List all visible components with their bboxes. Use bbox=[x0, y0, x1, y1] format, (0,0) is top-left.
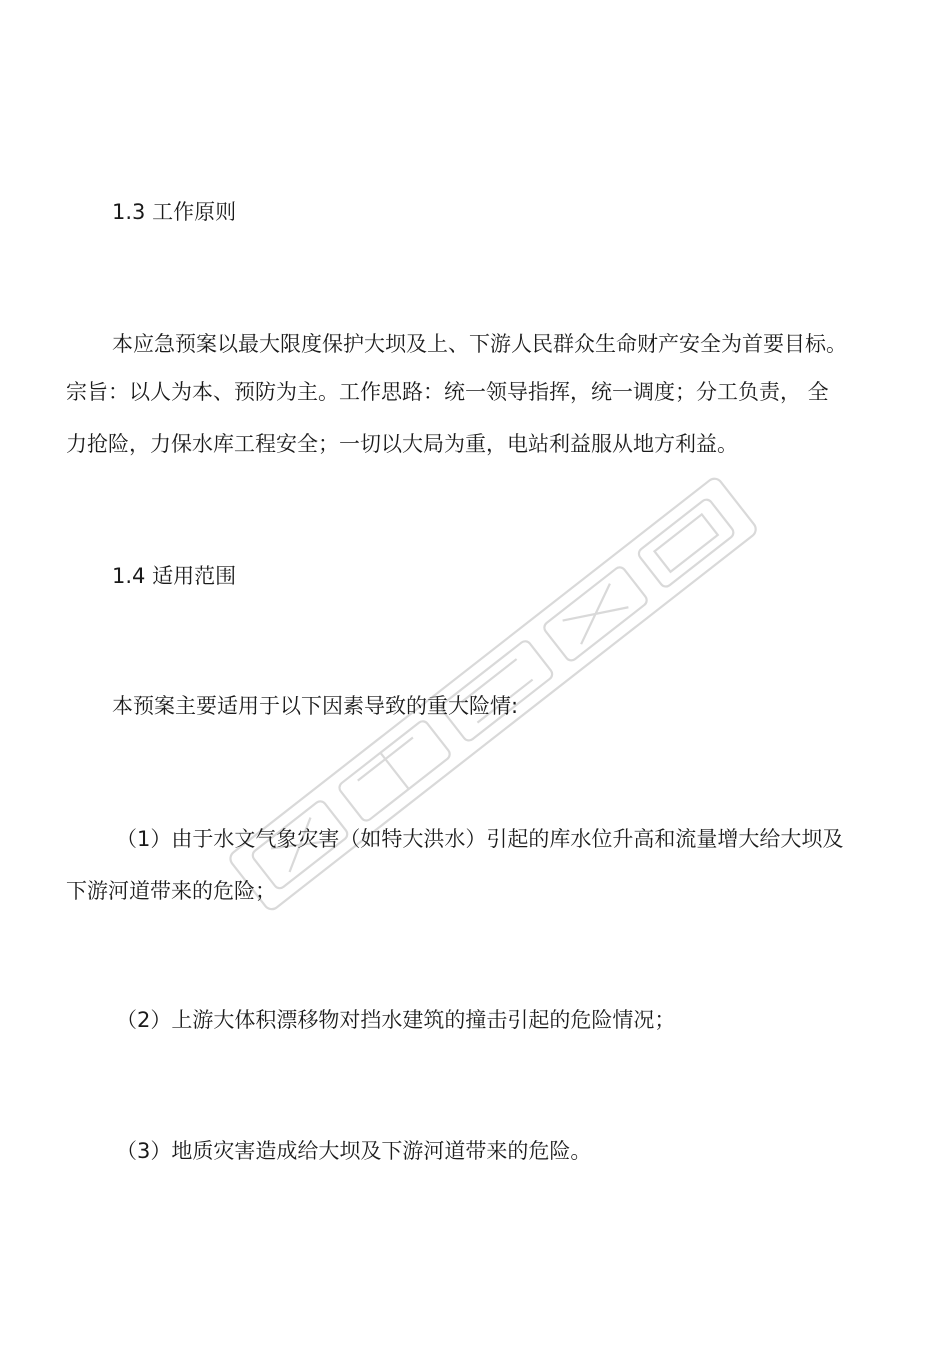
section-heading-1-4: 1.4 适用范围 bbox=[112, 564, 237, 588]
paragraph-line: 力抢险，力保水库工程安全；一切以大局为重，电站利益服从地方利益。 bbox=[66, 432, 738, 456]
scope-item-1-continued: 下游河道带来的危险； bbox=[66, 879, 276, 903]
scope-item-2: （2）上游大体积漂移物对挡水建筑的撞击引起的危险情况； bbox=[116, 1008, 676, 1032]
paragraph-line: 本应急预案以最大限度保护大坝及上、下游人民群众生命财产安全为首要目标。 bbox=[112, 332, 847, 356]
scope-intro: 本预案主要适用于以下因素导致的重大险情: bbox=[112, 694, 519, 718]
scope-item-3: （3）地质灾害造成给大坝及下游河道带来的危险。 bbox=[116, 1139, 592, 1163]
section-heading-1-3: 1.3 工作原则 bbox=[112, 200, 237, 224]
paragraph-line: 宗旨：以人为本、预防为主。工作思路：统一领导指挥，统一调度；分工负责， 全 bbox=[66, 380, 829, 404]
scope-item-1: （1）由于水文气象灾害（如特大洪水）引起的库水位升高和流量增大给大坝及 bbox=[116, 827, 844, 851]
